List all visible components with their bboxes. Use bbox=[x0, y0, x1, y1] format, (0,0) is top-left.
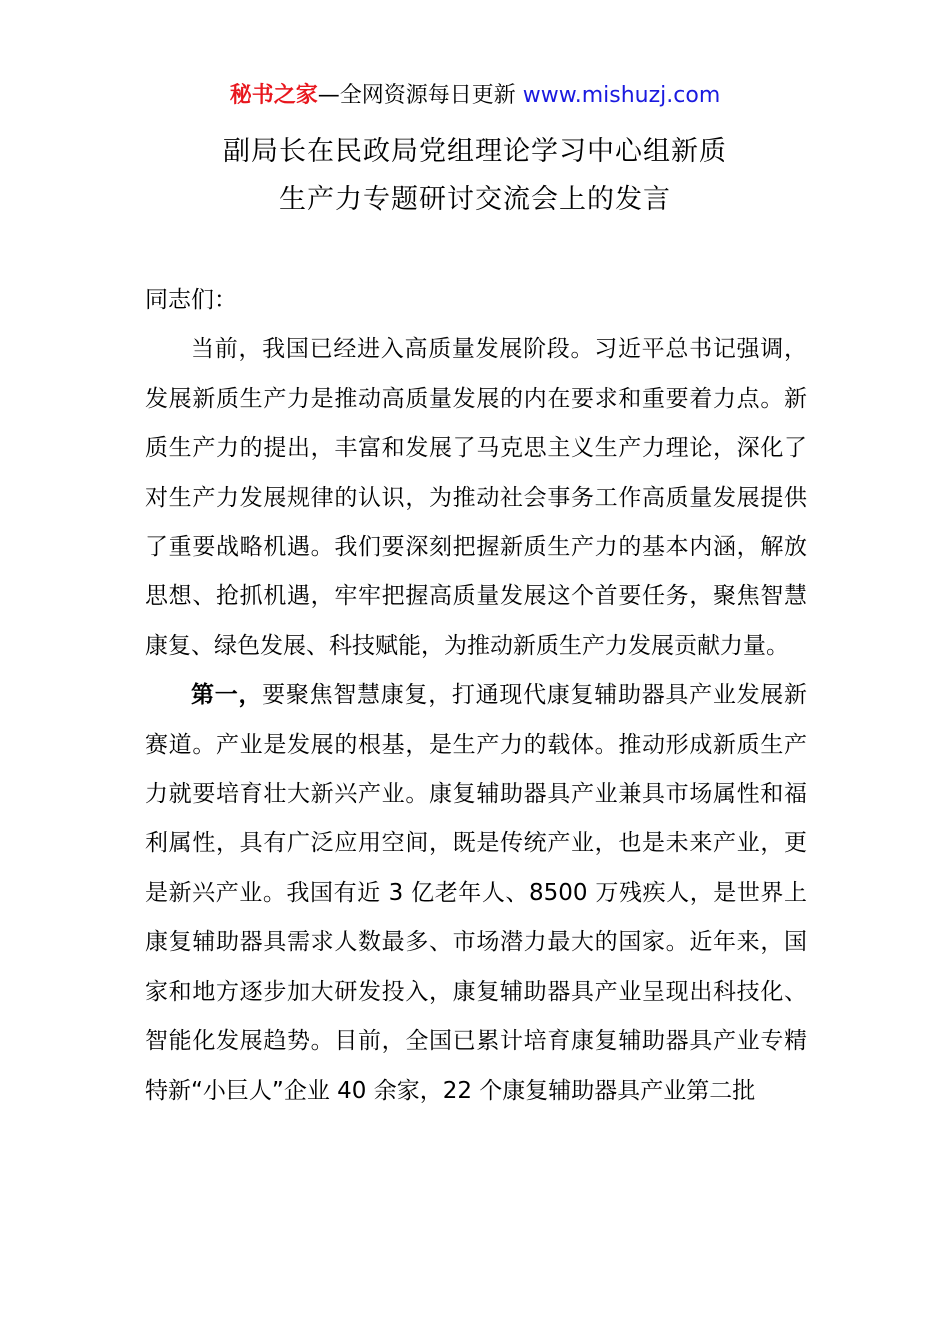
title-line-2: 生产力专题研讨交流会上的发言 bbox=[279, 184, 671, 215]
paragraph-2 bbox=[145, 671, 807, 1116]
paragraph-2-text: 要聚焦智慧康复，打通现代康复辅助器具产业发展新赛道。产业是发展的根基，是生产力的载体。推动形成新质生产力就要培育壮大新兴产业。康复辅助器具产业兼具市场属性和福利属性，具有广泛应用空间，既是传统产业，也是未来产业，更是新兴产业。我国有近 3 亿老年人、8500 万残疾人，是世界上康复辅助器具需求人数最多、市场潜力最大的国家。近年来，国家和地方逐步加大研发投入，康复辅助器具产业呈现出科技化、智能化发展趋势。目前，全国已累计培育康复辅助器具产业专精特新“小巨人”企业 40 余家，22 个康复辅助器具产业第二批 bbox=[145, 682, 808, 1104]
document-body bbox=[145, 276, 807, 1116]
paragraph-1: 当前，我国已经进入高质量发展阶段。习近平总书记强调，发展新质生产力是推动高质量发展的内在要求和重要着力点。新质生产力的提出，丰富和发展了马克思主义生产力理论，深化了对生产力发展规律的认识，为推动社会事务工作高质量发展提供了重要战略机遇。我们要深刻把握新质生产力的基本内涵，解放思想、抢抓机遇，牢牢把握高质量发展这个首要任务，聚焦智慧康复、绿色发展、科技赋能，为推动新质生产力发展贡献力量。 bbox=[145, 336, 807, 659]
salutation: 同志们： bbox=[145, 287, 237, 313]
document-title bbox=[0, 128, 950, 224]
brand-name: 秘书之家 bbox=[229, 83, 318, 108]
header-tagline: —全网资源每日更新 bbox=[317, 83, 523, 108]
title-line-1: 副局长在民政局党组理论学习中心组新质 bbox=[223, 136, 727, 167]
paragraph-2-lead: 第一， bbox=[191, 682, 263, 709]
site-header bbox=[0, 80, 950, 112]
site-url-link[interactable]: www.mishuzj.com bbox=[522, 83, 721, 108]
